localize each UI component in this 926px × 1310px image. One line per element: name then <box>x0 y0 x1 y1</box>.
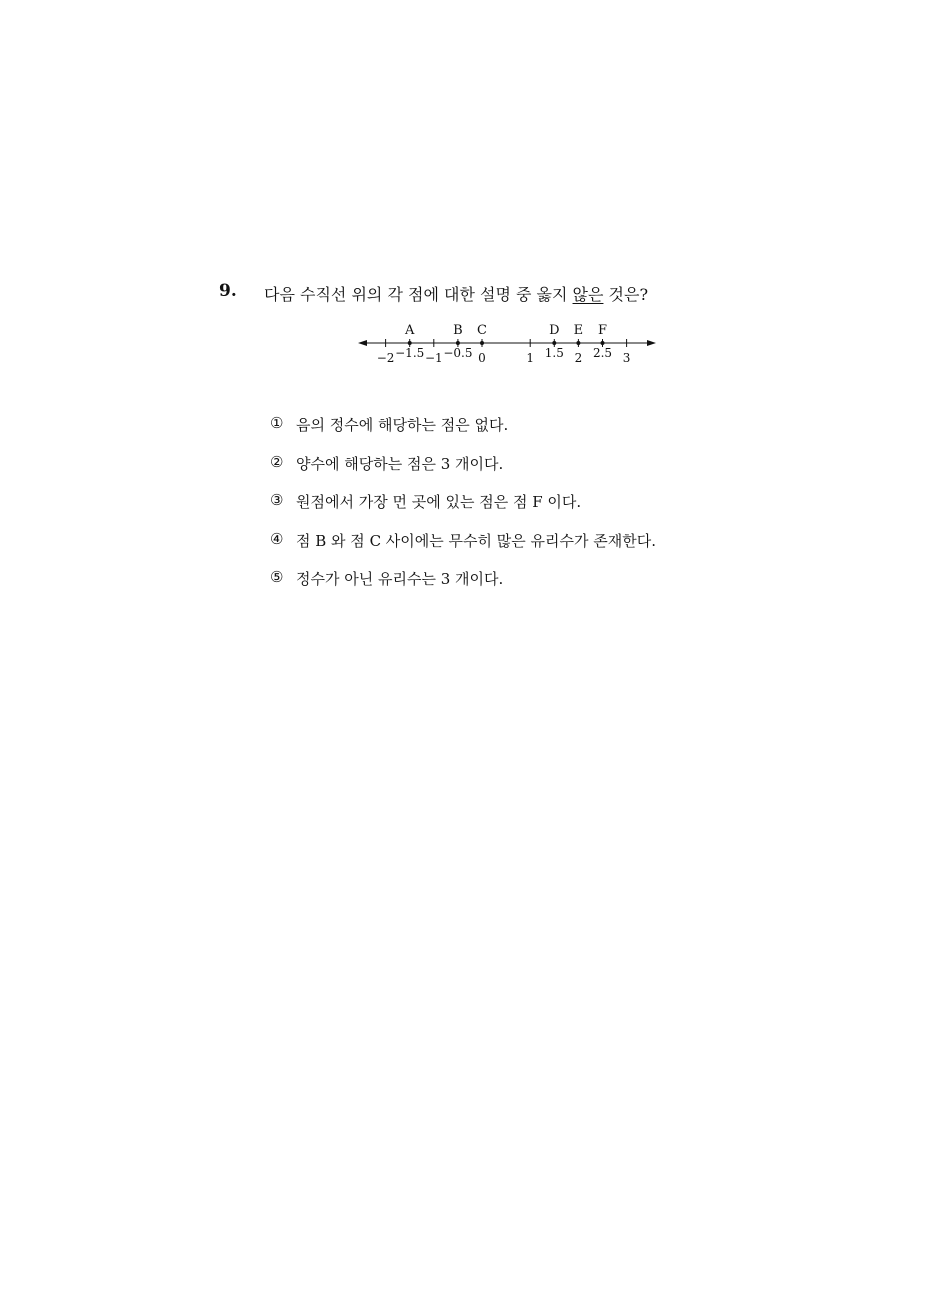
choice-mark: ⑤ <box>270 568 284 586</box>
choice-mark: ② <box>270 452 284 471</box>
choice-text: 양수에 해당하는 점은 3 개이다. <box>296 454 504 473</box>
stem-underlined-word: 않은 <box>572 285 604 304</box>
choice-mark: ③ <box>270 491 284 509</box>
point-label-e: E <box>573 323 584 338</box>
problem-number: 9. <box>219 281 237 301</box>
axis-arrow-left <box>358 340 367 346</box>
point-dot-b <box>456 341 460 345</box>
point-label-b: B <box>453 323 463 338</box>
choice-mark: ① <box>270 414 284 432</box>
point-dot-c <box>480 341 484 345</box>
choice-text: 정수가 아닌 유리수는 3 개이다. <box>296 570 504 588</box>
tick-label: −1 <box>424 351 443 365</box>
stem-text-before: 다음 수직선 위의 각 점에 대한 설명 중 옳지 <box>264 285 573 304</box>
axis-arrow-right <box>647 340 656 346</box>
point-dot-d <box>552 341 556 345</box>
choice-5[interactable] <box>270 568 656 607</box>
point-label-f: F <box>597 323 608 338</box>
choice-text: 원점에서 가장 먼 곳에 있는 점은 점 F 이다. <box>296 493 582 511</box>
point-dot-e <box>576 341 580 345</box>
point-dot-a <box>408 341 412 345</box>
answer-choices <box>270 414 656 607</box>
point-label-d: D <box>549 323 560 338</box>
choice-text: 음의 정수에 해당하는 점은 없다. <box>296 416 509 434</box>
choice-1[interactable] <box>270 414 656 453</box>
choice-3[interactable] <box>270 491 656 530</box>
tick-label: 2 <box>574 351 583 365</box>
choice-2[interactable] <box>270 453 656 492</box>
tick-label: −1.5 <box>395 346 425 360</box>
choice-mark: ④ <box>270 529 284 548</box>
tick-label: 3 <box>622 351 631 365</box>
tick-label: 2.5 <box>592 346 613 360</box>
number-line-figure <box>354 318 660 372</box>
choice-text: 점 B 와 점 C 사이에는 무수히 많은 유리수가 존재한다. <box>296 531 656 550</box>
point-label-c: C <box>477 323 487 338</box>
choice-4[interactable] <box>270 530 656 569</box>
tick-label: −2 <box>376 351 395 365</box>
tick-label: −0.5 <box>443 346 473 360</box>
question-stem <box>264 282 648 305</box>
point-dot-f <box>601 341 605 345</box>
tick-label: 1 <box>526 351 535 365</box>
tick-label: 1.5 <box>544 346 564 360</box>
stem-text-after: 것은? <box>603 285 649 304</box>
tick-label: 0 <box>478 351 486 365</box>
point-label-a: A <box>405 323 415 338</box>
